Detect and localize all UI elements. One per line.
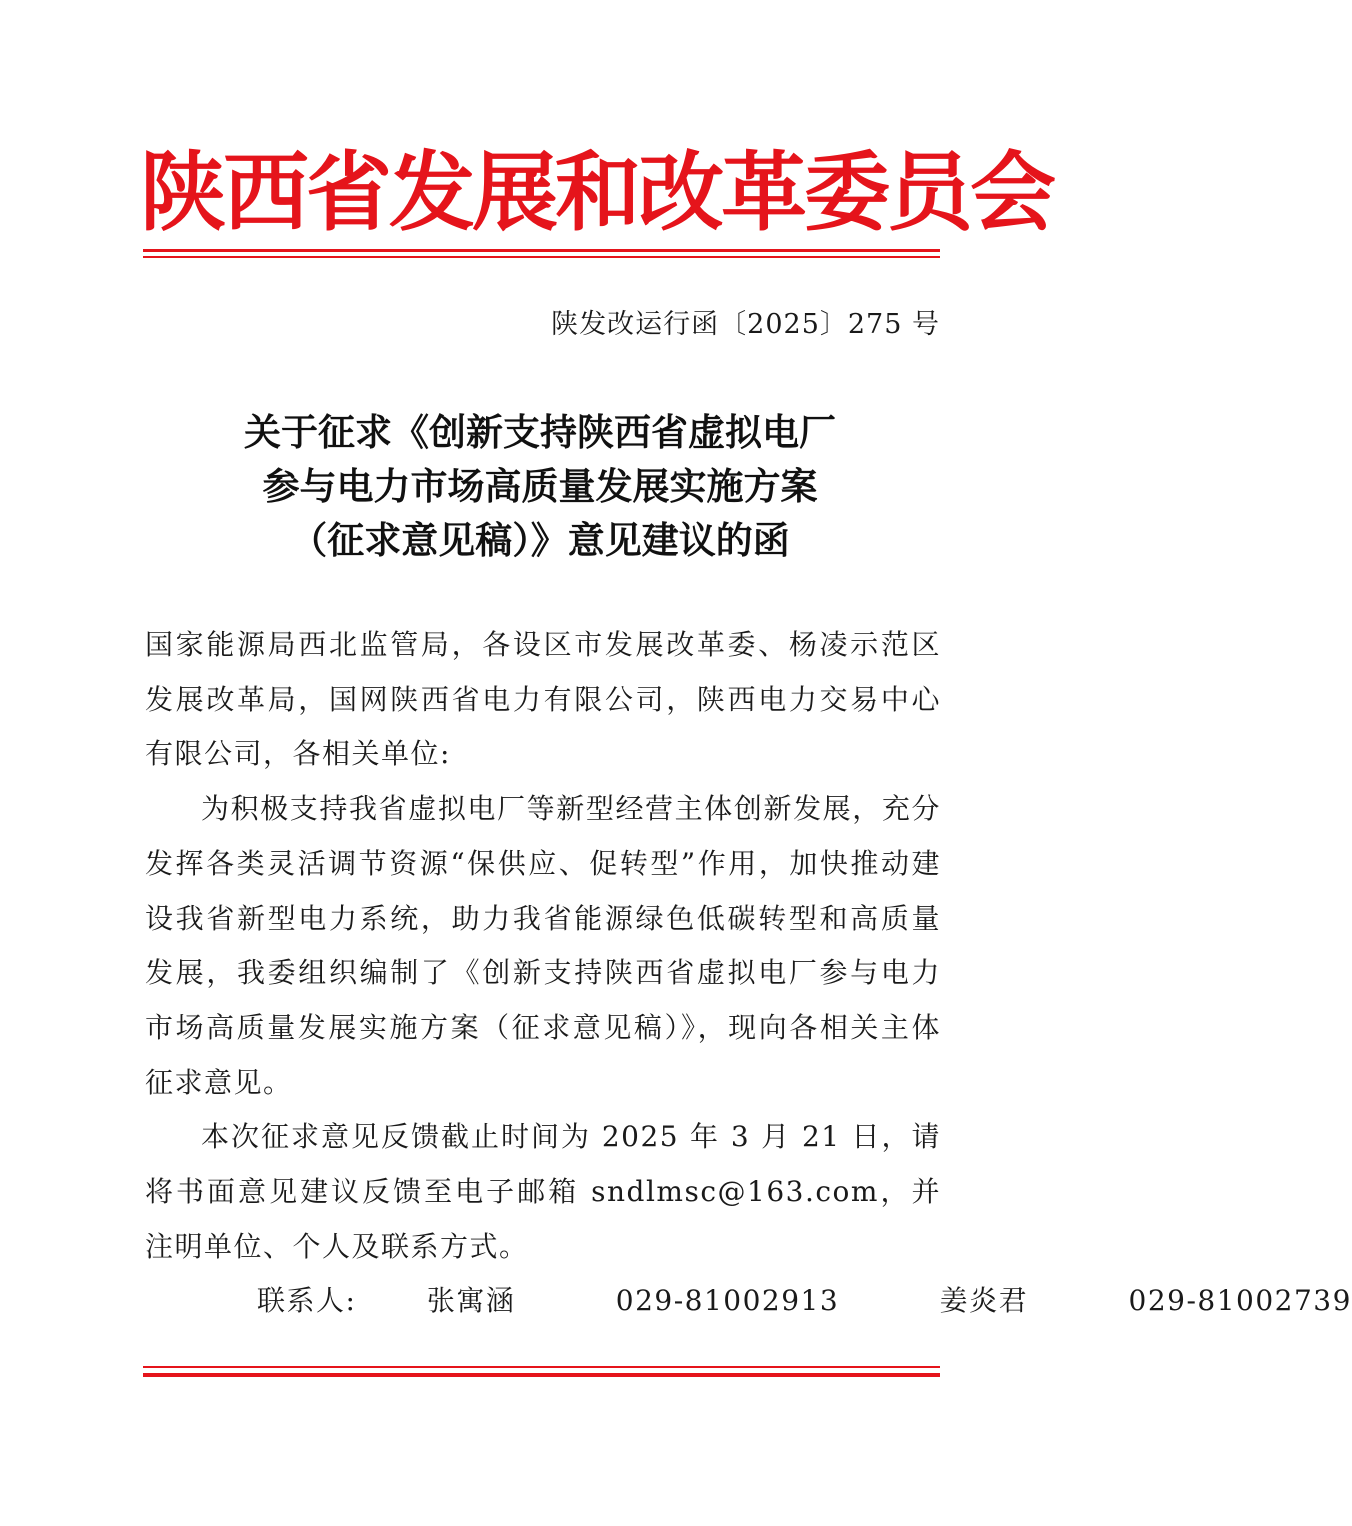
letterhead-red-rule <box>143 249 940 259</box>
contact-person-1-name: 张寓涵 <box>426 1284 516 1318</box>
rule-thick-line <box>143 249 940 252</box>
subject-line-1: 关于征求《创新支持陕西省虚拟电厂 <box>244 410 836 454</box>
recipients-paragraph: 国家能源局西北监管局，各设区市发展改革委、杨凌示范区发展改革局，国网陕西省电力有限公司，陕西电力交易中心有限公司，各相关单位: <box>145 628 941 771</box>
footer-rule-thick-line <box>143 1373 940 1377</box>
contact-person-2-phone: 029-81002739 <box>1128 1284 1352 1318</box>
footer-red-rule <box>143 1366 940 1380</box>
subject-line-3: （征求意见稿）》意见建议的函 <box>290 518 790 562</box>
contact-person-1-phone: 029-81002913 <box>615 1284 840 1318</box>
document-number: 陕发改运行函〔2025〕275 号 <box>551 309 940 340</box>
body-paragraph-1: 为积极支持我省虚拟电厂等新型经营主体创新发展，充分发挥各类灵活调节资源“保供应、促转型”作用，加快推动建设我省新型电力系统，助力我省能源绿色低碳转型和高质量发展，我委组织编制了《创新支持陕西省虚拟电厂参与电力市场高质量发展实施方案（征求意见稿）》，现向各相关主体征求意见。 <box>145 792 941 1099</box>
subject-line-2: 参与电力市场高质量发展实施方案 <box>262 464 818 508</box>
rule-thin-line <box>143 256 940 258</box>
footer-rule-thin-line <box>143 1366 940 1368</box>
document-subject-title <box>140 405 940 567</box>
contact-person-2-name: 姜炎君 <box>939 1284 1029 1318</box>
document-body <box>145 618 1352 1329</box>
org-letterhead-title: 陕西省发展和改革委员会 <box>140 143 1053 243</box>
contact-label: 联系人: <box>257 1284 357 1318</box>
body-paragraph-2: 本次征求意见反馈截止时间为 2025 年 3 月 21 日，请将书面意见建议反馈至电子邮箱 sndlmsc@163.com，并注明单位、个人及联系方式。 <box>145 1120 941 1263</box>
contact-line <box>145 1274 1352 1329</box>
